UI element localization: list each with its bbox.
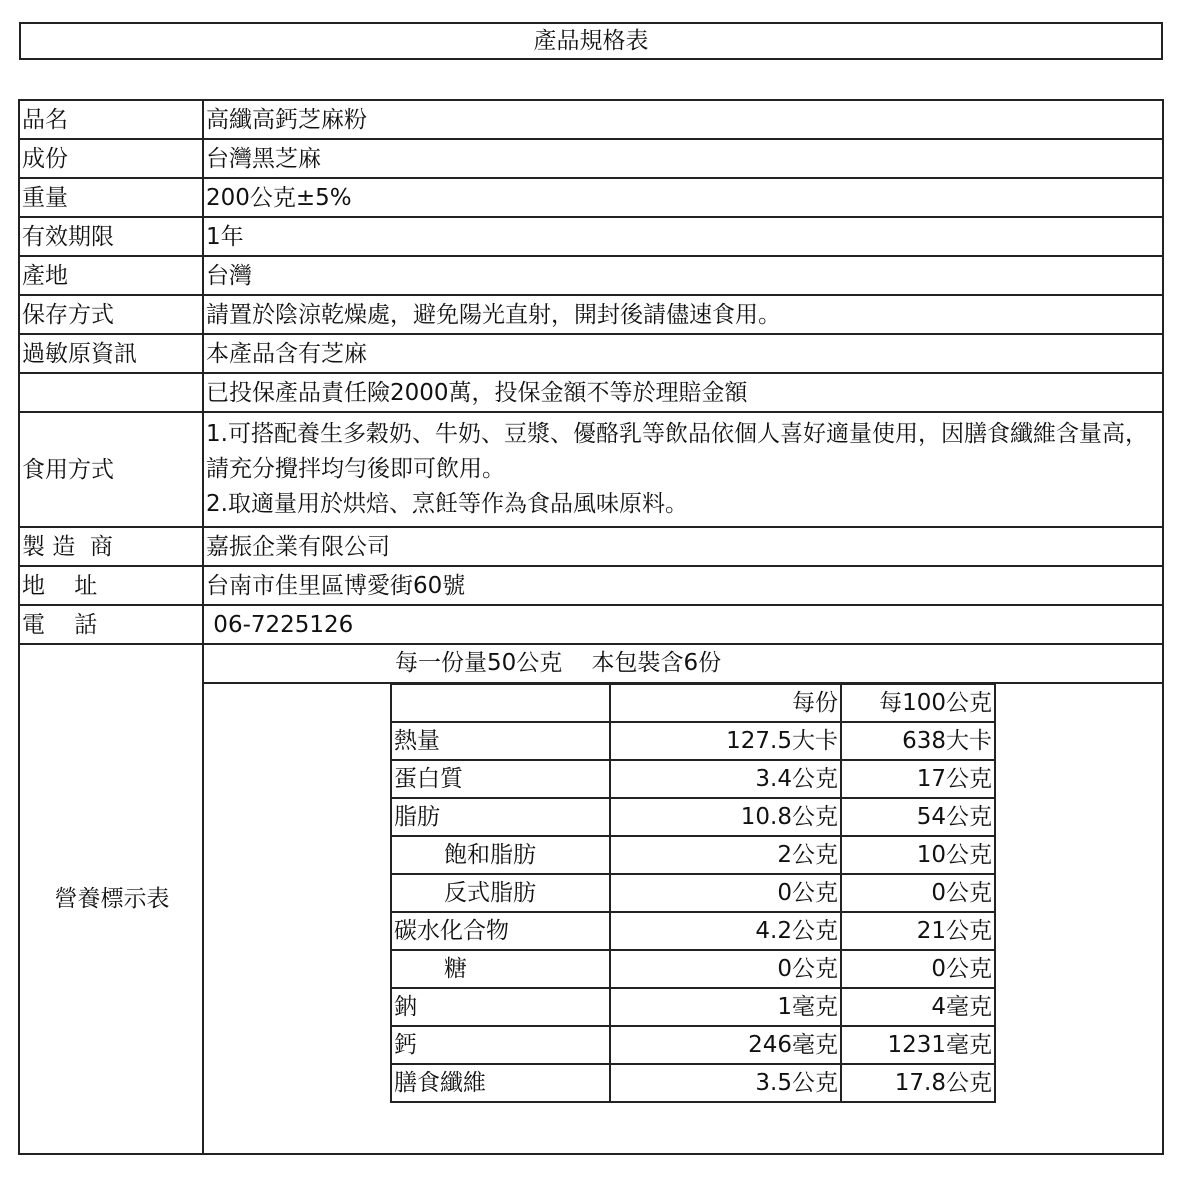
nutrient-name: 反式脂肪 [391,874,610,912]
nutrient-name: 碳水化合物 [391,912,610,950]
nutrient-name: 鈣 [391,1026,610,1064]
row-value-origin: 台灣 [203,256,1163,295]
table-row [19,566,1163,605]
nutrition-row [391,950,995,988]
nutrition-header-per-100g: 每100公克 [841,684,995,722]
nutrition-row [391,722,995,760]
nutrient-per-100g: 4毫克 [841,988,995,1026]
row-value-usage [203,412,1163,527]
nutrition-row [391,798,995,836]
table-row [19,178,1163,217]
row-label-address: 地 址 [19,566,203,605]
table-row [19,373,1163,412]
nutrient-per-serving: 0公克 [610,874,841,912]
nutrient-name: 糖 [391,950,610,988]
row-label-allergen: 過敏原資訊 [19,334,203,373]
nutrition-row [391,1026,995,1064]
nutrient-per-serving: 4.2公克 [610,912,841,950]
row-label-name: 品名 [19,100,203,139]
row-value-phone: 06-7225126 [203,605,1163,644]
serving-info: 每一份量50公克 本包裝含6份 [395,650,722,676]
nutrient-per-100g: 638大卡 [841,722,995,760]
row-value-weight: 200公克±5% [203,178,1163,217]
nutrient-per-100g: 0公克 [841,950,995,988]
table-row [19,139,1163,178]
nutrient-per-serving: 3.4公克 [610,760,841,798]
nutrient-per-serving: 3.5公克 [610,1064,841,1102]
row-value-manufacturer: 嘉振企業有限公司 [203,527,1163,566]
row-label-manufacturer: 製 造 商 [19,527,203,566]
nutrition-row [391,836,995,874]
table-row [19,527,1163,566]
nutrient-per-100g: 21公克 [841,912,995,950]
table-row [19,295,1163,334]
row-value-name: 高纖高鈣芝麻粉 [203,100,1163,139]
table-row [19,217,1163,256]
nutrition-table [390,683,996,1103]
row-label-phone: 電 話 [19,605,203,644]
row-value-shelf-life: 1年 [203,217,1163,256]
row-value-ingredients: 台灣黑芝麻 [203,139,1163,178]
nutrient-per-serving: 0公克 [610,950,841,988]
nutrition-panel [203,644,1163,1154]
nutrient-per-100g: 17公克 [841,760,995,798]
nutrition-header-per-serving: 每份 [610,684,841,722]
nutrient-per-100g: 0公克 [841,874,995,912]
nutrient-name: 飽和脂肪 [391,836,610,874]
table-row [19,412,1163,527]
row-value-storage: 請置於陰涼乾燥處，避免陽光直射，開封後請儘速食用。 [203,295,1163,334]
row-label-shelf-life: 有效期限 [19,217,203,256]
nutrition-row [391,760,995,798]
nutrient-name: 蛋白質 [391,760,610,798]
table-row [19,334,1163,373]
row-value-address: 台南市佳里區博愛街60號 [203,566,1163,605]
row-label-storage: 保存方式 [19,295,203,334]
nutrient-per-100g: 10公克 [841,836,995,874]
nutrient-name: 膳食纖維 [391,1064,610,1102]
table-row [19,644,1163,1154]
row-value-insurance: 已投保產品責任險2000萬，投保金額不等於理賠金額 [203,373,1163,412]
nutrient-name: 熱量 [391,722,610,760]
row-label-insurance [19,373,203,412]
row-label-usage: 食用方式 [19,412,203,527]
nutrition-header-row [391,684,995,722]
page-title: 產品規格表 [19,22,1163,60]
nutrient-per-100g: 1231毫克 [841,1026,995,1064]
nutrient-per-serving: 246毫克 [610,1026,841,1064]
nutrition-header-blank [391,684,610,722]
nutrition-row [391,988,995,1026]
nutrition-row [391,912,995,950]
nutrient-per-serving: 10.8公克 [610,798,841,836]
row-value-allergen: 本產品含有芝麻 [203,334,1163,373]
nutrient-per-100g: 17.8公克 [841,1064,995,1102]
nutrition-row [391,874,995,912]
row-label-ingredients: 成份 [19,139,203,178]
row-label-weight: 重量 [19,178,203,217]
nutrient-name: 鈉 [391,988,610,1026]
spec-table [18,99,1164,1155]
row-label-origin: 產地 [19,256,203,295]
table-row [19,100,1163,139]
nutrition-row [391,1064,995,1102]
table-row [19,605,1163,644]
nutrient-per-serving: 2公克 [610,836,841,874]
nutrient-per-100g: 54公克 [841,798,995,836]
nutrient-per-serving: 127.5大卡 [610,722,841,760]
nutrient-per-serving: 1毫克 [610,988,841,1026]
nutrient-name: 脂肪 [391,798,610,836]
table-row [19,256,1163,295]
usage-text: 1.可搭配養生多穀奶、牛奶、豆漿、優酪乳等飲品依個人喜好適量使用，因膳食纖維含量高，請充分攪拌均勻後即可飲用。 2.取適量用於烘焙、烹飪等作為食品風味原料。 [206,420,1148,517]
nutrition-label: 營養標示表 [19,644,203,1154]
